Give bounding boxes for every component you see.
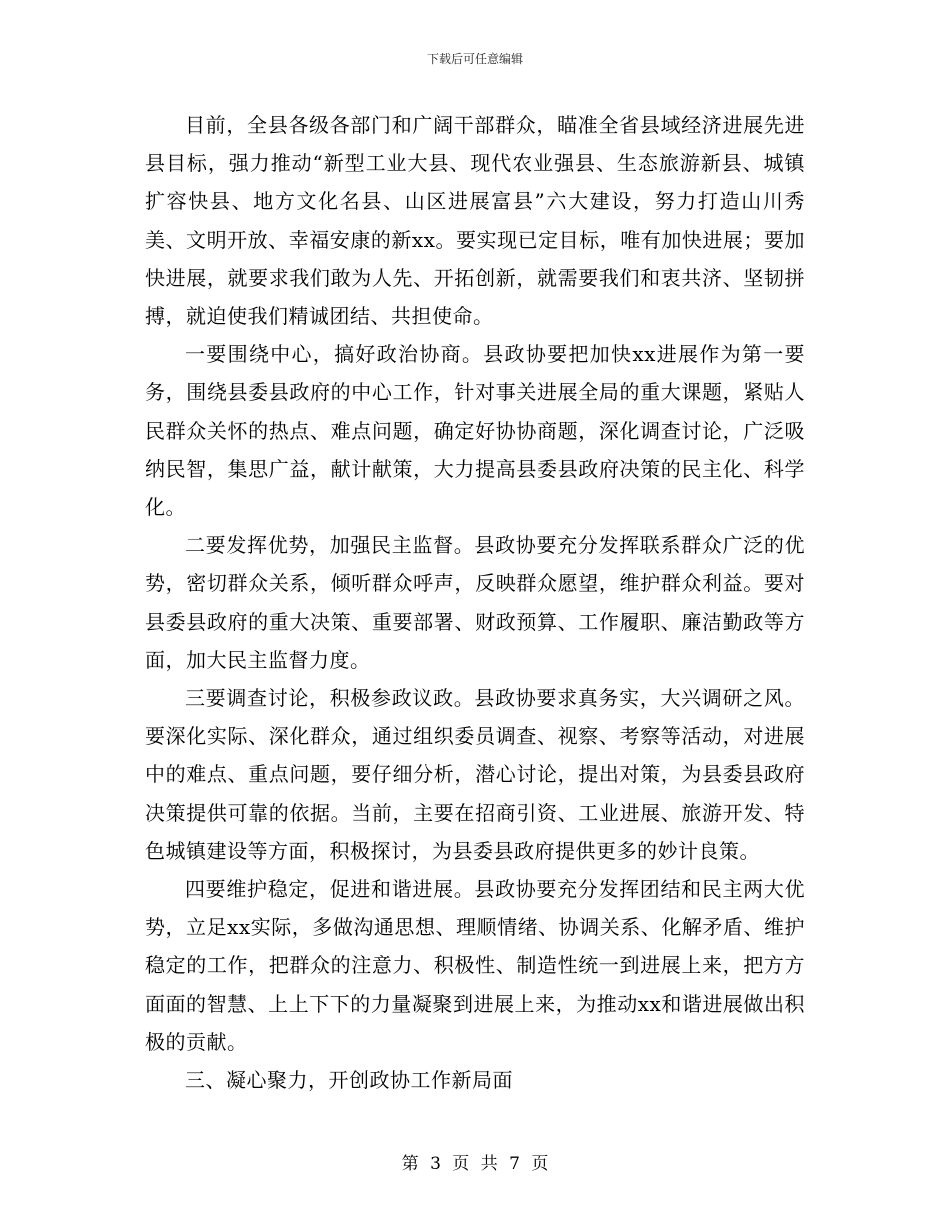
section-heading: 三、凝心聚力，开创政协工作新局面 <box>185 1068 513 1093</box>
page-header-note: 下载后可任意编辑 <box>426 52 523 66</box>
paragraph-political-consultation: 一要围绕中心，搞好政治协商。县政协要把加快xx进展作为第一要务，围绕县委县政府的中心工作，针对事关进展全局的重大课题，紧贴人民群众关怀的热点、难点问题，确定好协协商题，深化调查讨论，广泛吸纳民智，集思广益，献计献策，大力提高县委县政府决策的民主化、科学化。 <box>145 342 805 520</box>
paragraph-participation: 三要调查讨论，积极参政议政。县政协要求真务实，大兴调研之风。要深化实际、深化群众，通过组织委员调查、视察、考察等活动，对进展中的难点、重点问题，要仔细分析，潜心讨论，提出对策，为县委县政府决策提供可靠的依据。当前，主要在招商引资、工业进展、旅游开发、特色城镇建设等方面，积极探讨，为县委县政府提供更多的妙计良策。 <box>145 686 805 863</box>
paragraph-democratic-supervision: 二要发挥优势，加强民主监督。县政协要充分发挥联系群众广泛的优势，密切群众关系，倾听群众呼声，反映群众愿望，维护群众利益。要对县委县政府的重大决策、重要部署、财政预算、工作履职、廉洁勤政等方面，加大民主监督力度。 <box>145 533 805 672</box>
paragraph-intro: 目前，全县各级各部门和广阔干部群众，瞄准全省县域经济进展先进县目标，强力推动“新型工业大县、现代农业强县、生态旅游新县、城镇扩容快县、地方文化名县、山区进展富县”六大建设，努力打造山川秀美、文明开放、幸福安康的新xx。要实现已定目标，唯有加快进展；要加快进展，就要求我们敢为人先、开拓创新，就需要我们和衷共济、坚韧拼搏，就迫使我们精诚团结、共担使命。 <box>145 113 805 329</box>
document-body <box>145 106 805 1099</box>
page-number: 第 3 页 共 7 页 <box>401 1154 549 1174</box>
paragraph-stability: 四要维护稳定，促进和谐进展。县政协要充分发挥团结和民主两大优势，立足xx实际，多做沟通思想、理顺情绪、协调关系、化解矛盾、维护稳定的工作，把群众的注意力、积极性、制造性统一到进展上来，把方方面面的智慧、上上下下的力量凝聚到进展上来，为推动xx和谐进展做出积极的贡献。 <box>145 877 805 1054</box>
